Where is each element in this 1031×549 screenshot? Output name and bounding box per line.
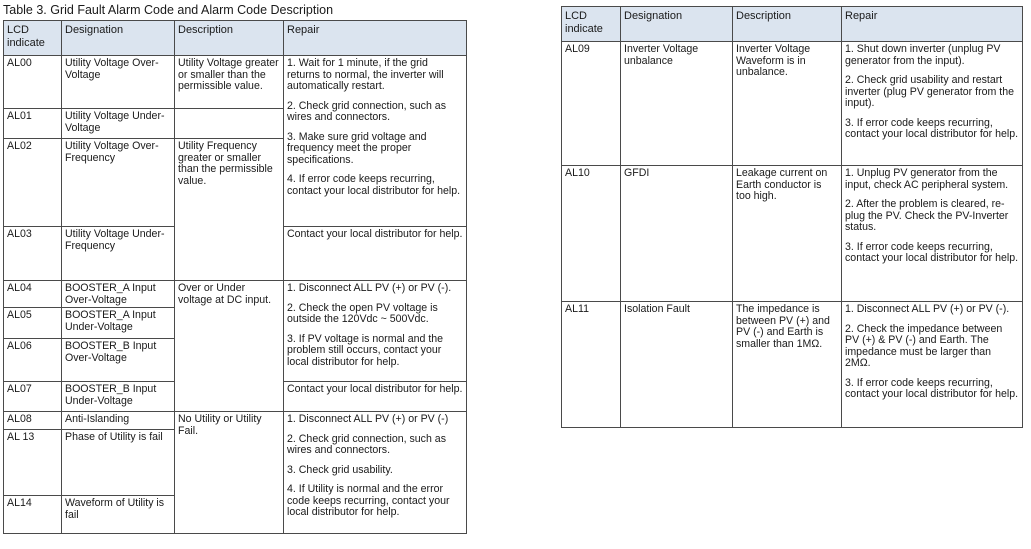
description-cell: Inverter Voltage Waveform is in unbalance.: [733, 42, 842, 166]
repair-step: 1. Shut down inverter (unplug PV generator from the input).: [845, 43, 1001, 67]
repair-step: 2. Check grid connection, such as wires and connectors.: [287, 432, 446, 456]
header-designation: Designation: [62, 21, 175, 56]
designation-cell: BOOSTER_B Input Over-Voltage: [62, 339, 175, 382]
code-cell: AL03: [4, 227, 62, 281]
repair-cell: [284, 56, 467, 227]
repair-cell: [284, 281, 467, 382]
header-description: Description: [175, 21, 284, 56]
code-cell: AL09: [562, 42, 621, 166]
header-row: [4, 21, 467, 56]
alarm-table-right: [561, 6, 1023, 428]
header-repair: Repair: [284, 21, 467, 56]
repair-step: 1. Unplug PV generator from the input, check AC peripheral system.: [845, 167, 1009, 191]
code-cell: AL05: [4, 308, 62, 339]
header-repair: Repair: [842, 7, 1023, 42]
table-title: Table 3. Grid Fault Alarm Code and Alarm Code Description: [3, 3, 334, 17]
repair-step: 1. Disconnect ALL PV (+) or PV (-).: [287, 282, 452, 294]
designation-cell: Waveform of Utility is fail: [62, 496, 175, 534]
description-cell: Utility Voltage greater or smaller than the permissible value.: [175, 56, 284, 109]
header-row: [562, 7, 1023, 42]
description-cell: Leakage current on Earth conductor is too high.: [733, 166, 842, 302]
repair-step: 3. If PV voltage is normal and the problem still occurs, contact your local distributor for help.: [287, 332, 444, 368]
repair-step: 3. Make sure grid voltage and frequency meet the proper specifications.: [287, 130, 427, 166]
table-row: [562, 42, 1023, 166]
code-cell: AL07: [4, 382, 62, 412]
designation-cell: BOOSTER_B Input Under-Voltage: [62, 382, 175, 412]
table-row: [4, 281, 467, 308]
header-description: Description: [733, 7, 842, 42]
repair-step: 1. Wait for 1 minute, if the grid returns to normal, the inverter will automatically restart.: [287, 57, 444, 92]
repair-cell: [284, 412, 467, 534]
repair-step: 2. Check the open PV voltage is outside the 120Vdc ~ 500Vdc.: [287, 301, 438, 325]
repair-step: 2. Check grid usability and restart inverter (plug PV generator from the input).: [845, 74, 1014, 109]
repair-step: 2. Check grid connection, such as wires and connectors.: [287, 99, 446, 123]
repair-step: 4. If Utility is normal and the error code keeps recurring, contact your local distributor for help.: [287, 483, 450, 518]
description-cell: Over or Under voltage at DC input.: [175, 281, 284, 412]
table-row: [4, 56, 467, 109]
repair-step: 2. Check the impedance between PV (+) & PV (-) and Earth. The impedance must be larger than 2MΩ.: [845, 322, 1003, 369]
code-cell: AL04: [4, 281, 62, 308]
repair-step: 1. Disconnect ALL PV (+) or PV (-).: [845, 303, 1010, 315]
code-cell: AL14: [4, 496, 62, 534]
repair-step: 3. If error code keeps recurring, contact your local distributor for help.: [845, 116, 1019, 140]
designation-cell: Utility Voltage Over-Frequency: [62, 139, 175, 227]
alarm-table-left: [3, 20, 467, 534]
header-lcd: LCD indicate: [4, 21, 62, 56]
table-row: [4, 412, 467, 430]
designation-cell: Inverter Voltage unbalance: [621, 42, 733, 166]
designation-cell: Phase of Utility is fail: [62, 430, 175, 496]
repair-step: 1. Disconnect ALL PV (+) or PV (-): [287, 413, 449, 425]
designation-cell: Utility Voltage Over-Voltage: [62, 56, 175, 109]
header-designation: Designation: [621, 7, 733, 42]
designation-cell: Utility Voltage Under-Frequency: [62, 227, 175, 281]
designation-cell: Utility Voltage Under-Voltage: [62, 109, 175, 139]
designation-cell: BOOSTER_A Input Over-Voltage: [62, 281, 175, 308]
code-cell: AL11: [562, 302, 621, 428]
repair-cell: Contact your local distributor for help.: [284, 227, 467, 281]
code-cell: AL02: [4, 139, 62, 227]
code-cell: AL06: [4, 339, 62, 382]
repair-step: 3. If error code keeps recurring, contact your local distributor for help.: [845, 376, 1019, 400]
description-cell: The impedance is between PV (+) and PV (-) and Earth is smaller than 1MΩ.: [733, 302, 842, 428]
designation-cell: Isolation Fault: [621, 302, 733, 428]
code-cell: AL00: [4, 56, 62, 109]
repair-step: 4. If error code keeps recurring, contact your local distributor for help.: [287, 173, 461, 197]
code-cell: AL 13: [4, 430, 62, 496]
code-cell: AL10: [562, 166, 621, 302]
repair-cell: Contact your local distributor for help.: [284, 382, 467, 412]
header-lcd: LCD indicate: [562, 7, 621, 42]
description-cell: No Utility or Utility Fail.: [175, 412, 284, 534]
designation-cell: Anti-Islanding: [62, 412, 175, 430]
repair-cell: [842, 166, 1023, 302]
repair-cell: [842, 42, 1023, 166]
code-cell: AL01: [4, 109, 62, 139]
description-cell: Utility Frequency greater or smaller than the permissible value.: [175, 139, 284, 281]
code-cell: AL08: [4, 412, 62, 430]
repair-cell: [842, 302, 1023, 428]
designation-cell: BOOSTER_A Input Under-Voltage: [62, 308, 175, 339]
description-cell: [175, 109, 284, 139]
designation-cell: GFDI: [621, 166, 733, 302]
repair-step: 3. If error code keeps recurring, contact your local distributor for help.: [845, 240, 1019, 264]
repair-step: 3. Check grid usability.: [287, 463, 393, 476]
table-row: [562, 302, 1023, 428]
repair-step: 2. After the problem is cleared, re-plug the PV. Check the PV-Inverter status.: [845, 198, 1009, 233]
table-row: [562, 166, 1023, 302]
